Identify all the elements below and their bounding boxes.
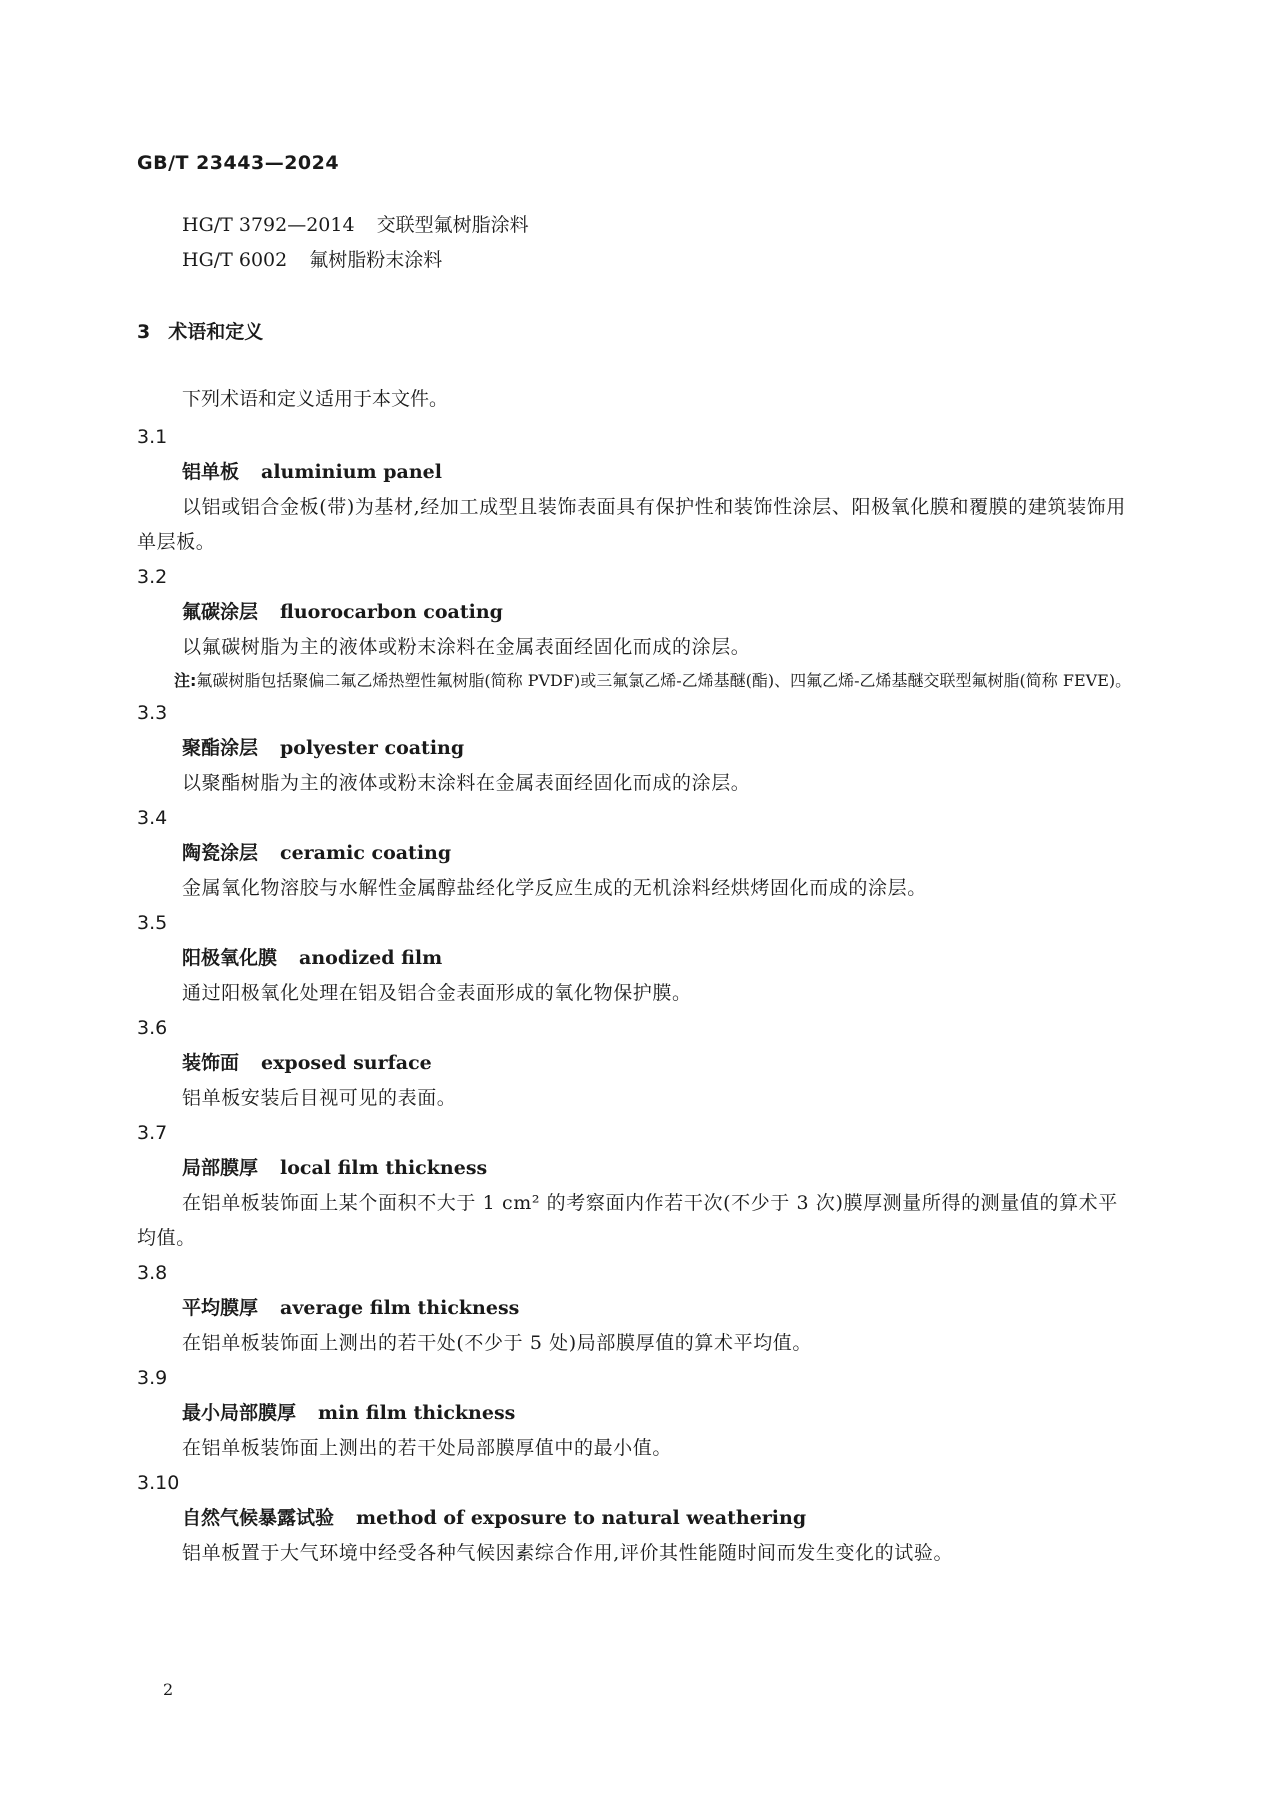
term-entry: [137, 1361, 1137, 1466]
term-number: 3.4: [137, 807, 168, 829]
term-title: [137, 1151, 1137, 1186]
reference-item: [182, 243, 529, 278]
term-definition: 铝单板置于大气环境中经受各种气候因素综合作用,评价其性能随时间而发生变化的试验。: [182, 1542, 954, 1564]
term-name-en: fluorocarbon coating: [280, 601, 503, 623]
term-name-zh: 陶瓷涂层: [182, 842, 259, 864]
term-entry: [137, 1116, 1137, 1256]
term-title: [137, 1291, 1137, 1326]
term-entry: [137, 906, 1137, 1011]
term-title: [137, 941, 1137, 976]
term-name-zh: 氟碳涂层: [182, 601, 259, 623]
term-definition: 以聚酯树脂为主的液体或粉末涂料在金属表面经固化而成的涂层。: [182, 772, 751, 794]
term-number: 3.8: [137, 1262, 168, 1284]
term-name-en: method of exposure to natural weathering: [356, 1507, 807, 1529]
note-text: 氟碳树脂包括聚偏二氟乙烯热塑性氟树脂(简称 PVDF)或三氟氯乙烯-乙烯基醚(酯)、四氟乙烯-乙烯基醚交联型氟树脂(简称 FEVE)。: [196, 671, 1132, 690]
term-name-zh: 聚酯涂层: [182, 737, 259, 759]
page-number: 2: [163, 1680, 174, 1699]
term-definition: 以铝或铝合金板(带)为基材,经加工成型且装饰表面具有保护性和装饰性涂层、阳极氧化膜和覆膜的建筑装饰用单层板。: [137, 496, 1126, 553]
section-intro: 下列术语和定义适用于本文件。: [182, 388, 449, 410]
term-entry: [137, 801, 1137, 906]
term-entry: [137, 696, 1137, 801]
term-title: [137, 1046, 1137, 1081]
term-name-en: ceramic coating: [280, 842, 452, 864]
term-name-zh: 铝单板: [182, 461, 240, 483]
terms-list: [137, 420, 1137, 1571]
reference-title: 交联型氟树脂涂料: [376, 214, 529, 236]
term-entry: [137, 1466, 1137, 1571]
term-entry: [137, 1256, 1137, 1361]
term-definition: 在铝单板装饰面上测出的若干处局部膜厚值中的最小值。: [182, 1437, 673, 1459]
term-title: [137, 731, 1137, 766]
term-name-zh: 最小局部膜厚: [182, 1402, 297, 1424]
reference-item: [182, 208, 529, 243]
term-name-zh: 装饰面: [182, 1052, 240, 1074]
reference-list: [182, 208, 529, 278]
term-note: [137, 665, 1137, 696]
term-name-zh: 局部膜厚: [182, 1157, 259, 1179]
term-name-en: anodized film: [299, 947, 443, 969]
term-title: [137, 1396, 1137, 1431]
term-number: 3.7: [137, 1122, 168, 1144]
term-number: 3.3: [137, 702, 168, 724]
term-title: [137, 455, 1137, 490]
reference-title: 氟树脂粉末涂料: [309, 249, 443, 271]
term-name-zh: 自然气候暴露试验: [182, 1507, 335, 1529]
term-name-zh: 平均膜厚: [182, 1297, 259, 1319]
term-definition: 铝单板安装后目视可见的表面。: [182, 1087, 457, 1109]
term-number: 3.2: [137, 566, 168, 588]
note-label: 注:: [174, 671, 197, 690]
term-definition: 通过阳极氧化处理在铝及铝合金表面形成的氧化物保护膜。: [182, 982, 692, 1004]
term-entry: [137, 1011, 1137, 1116]
term-name-en: exposed surface: [261, 1052, 432, 1074]
section-number: 3: [137, 321, 151, 343]
term-title: [137, 1501, 1137, 1536]
term-number: 3.5: [137, 912, 168, 934]
section-heading: [137, 317, 263, 344]
term-name-en: average film thickness: [280, 1297, 520, 1319]
standard-code: GB/T 23443—2024: [137, 152, 340, 174]
reference-code: HG/T 3792—2014: [182, 214, 355, 236]
term-name-en: polyester coating: [280, 737, 465, 759]
term-entry: [137, 420, 1137, 560]
term-title: [137, 595, 1137, 630]
term-name-en: local film thickness: [280, 1157, 488, 1179]
term-number: 3.10: [137, 1472, 180, 1494]
term-entry: [137, 560, 1137, 696]
term-definition: 以氟碳树脂为主的液体或粉末涂料在金属表面经固化而成的涂层。: [182, 636, 751, 658]
term-number: 3.6: [137, 1017, 168, 1039]
term-name-zh: 阳极氧化膜: [182, 947, 278, 969]
term-number: 3.1: [137, 426, 168, 448]
reference-code: HG/T 6002: [182, 249, 288, 271]
term-number: 3.9: [137, 1367, 168, 1389]
term-definition: 在铝单板装饰面上测出的若干处(不少于 5 处)局部膜厚值的算术平均值。: [182, 1332, 812, 1354]
term-name-en: min film thickness: [318, 1402, 516, 1424]
term-title: [137, 836, 1137, 871]
term-definition: 金属氧化物溶胶与水解性金属醇盐经化学反应生成的无机涂料经烘烤固化而成的涂层。: [182, 877, 927, 899]
term-definition: 在铝单板装饰面上某个面积不大于 1 cm² 的考察面内作若干次(不少于 3 次)膜厚测量所得的测量值的算术平均值。: [137, 1192, 1118, 1249]
term-name-en: aluminium panel: [261, 461, 442, 483]
section-title: 术语和定义: [168, 321, 264, 343]
